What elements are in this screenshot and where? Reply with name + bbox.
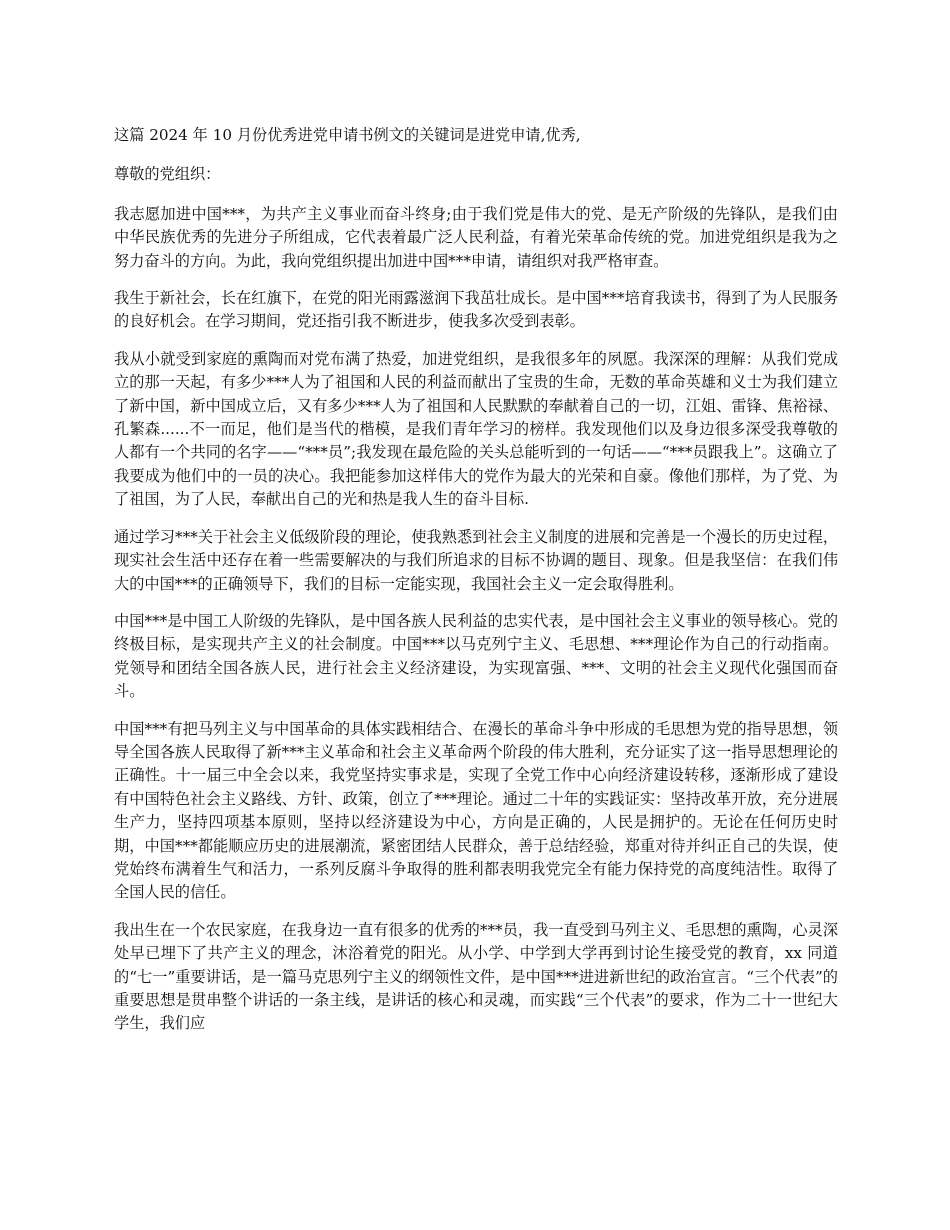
paragraph-5: 中国***是中国工人阶级的先锋队，是中国各族人民利益的忠实代表，是中国社会主义事业的领导核心。党的终极目标，是实现共产主义的社会制度。中国***以马克列宁主义、毛思想、***理论作为自己的行动指南。党领导和团结全国各族人民，进行社会主义经济建设，为实现富强、***、文明的社会主义现代化强国而奋斗。 <box>114 611 838 701</box>
paragraph-1: 我志愿加进中国***，为共产主义事业而奋斗终身;由于我们党是伟大的党、是无产阶级的先锋队，是我们由中华民族优秀的先进分子所组成，它代表着最广泛人民利益，有着光荣革命传统的党。加进党组织是我为之努力奋斗的方向。为此，我向党组织提出加进中国***申请，请组织对我严格审查。 <box>114 204 838 270</box>
intro-line: 这篇 2024 年 10 月份优秀进党申请书例文的关键词是进党申请,优秀, <box>114 126 581 144</box>
paragraph-6: 中国***有把马列主义与中国革命的具体实践相结合、在漫长的革命斗争中形成的毛思想为党的指导思想，领导全国各族人民取得了新***主义革命和社会主义革命两个阶段的伟大胜利，充分证实了这一指导思想理论的正确性。十一届三中全会以来，我党坚持实事求是，实现了全党工作中心向经济建设转移，逐渐形成了建设有中国特色社会主义路线、方针、政策，创立了***理论。通过二十年的实践证实：坚持改革开放，充分进展生产力，坚持四项基本原则，坚持以经济建设为中心，方向是正确的，人民是拥护的。无论在任何历史时期，中国***都能顺应历史的进展潮流，紧密团结人民群众，善于总结经验，郑重对待并纠正自己的失误，使党始终布满着生气和活力，一系列反腐斗争取得的胜利都表明我党完全有能力保持党的高度纯洁性。取得了全国人民的信任。 <box>114 719 838 902</box>
paragraph-7: 我出生在一个农民家庭，在我身边一直有很多的优秀的***员，我一直受到马列主义、毛思想的熏陶，心灵深处早已埋下了共产主义的理念，沐浴着党的阳光。从小学、中学到大学再到讨论生接受党的教育，xx 同道的“七一”重要讲话，是一篇马克思列宁主义的纲领性文件，是中国***进进新世纪的政治宣言。“三个代表”的重要思想是贯串整个讲话的一条主线，是讲话的核心和灵魂，而实践“三个代表”的要求，作为二十一世纪大学生，我们应 <box>114 920 838 1033</box>
paragraph-2: 我生于新社会，长在红旗下，在党的阳光雨露滋润下我茁壮成长。是中国***培育我读书，得到了为人民服务的良好机会。在学习期间，党还指引我不断进步，使我多次受到表彰。 <box>114 289 838 331</box>
paragraph-3: 我从小就受到家庭的熏陶而对党布满了热爱，加进党组织，是我很多年的夙愿。我深深的理解：从我们党成立的那一天起，有多少***人为了祖国和人民的利益而献出了宝贵的生命，无数的革命英雄和义士为我们建立了新中国，新中国成立后，又有多少***人为了祖国和人民默默的奉献着自己的一切，江姐、雷锋、焦裕禄、孔繁森......不一而足，他们是当代的楷模，是我们青年学习的榜样。我发现他们以及身边很多深受我尊敬的人都有一个共同的名字——“***员”;我发现在最危险的关头总能听到的一句话——“***员跟我上”。这确立了我要成为他们中的一员的决心。我把能参加这样伟大的党作为最大的光荣和自豪。像他们那样，为了党、为了祖国，为了人民，奉献出自己的光和热是我人生的奋斗目标. <box>114 349 838 509</box>
salutation: 尊敬的党组织： <box>114 165 221 184</box>
paragraph-4: 通过学习***关于社会主义低级阶段的理论，使我熟悉到社会主义制度的进展和完善是一个漫长的历史过程，现实社会生活中还存在着一些需要解决的与我们所追求的目标不协调的题目、现象。但是我坚信：在我们伟大的中国***的正确领导下，我们的目标一定能实现，我国社会主义一定会取得胜利。 <box>114 527 838 593</box>
document-body <box>114 124 838 1050</box>
